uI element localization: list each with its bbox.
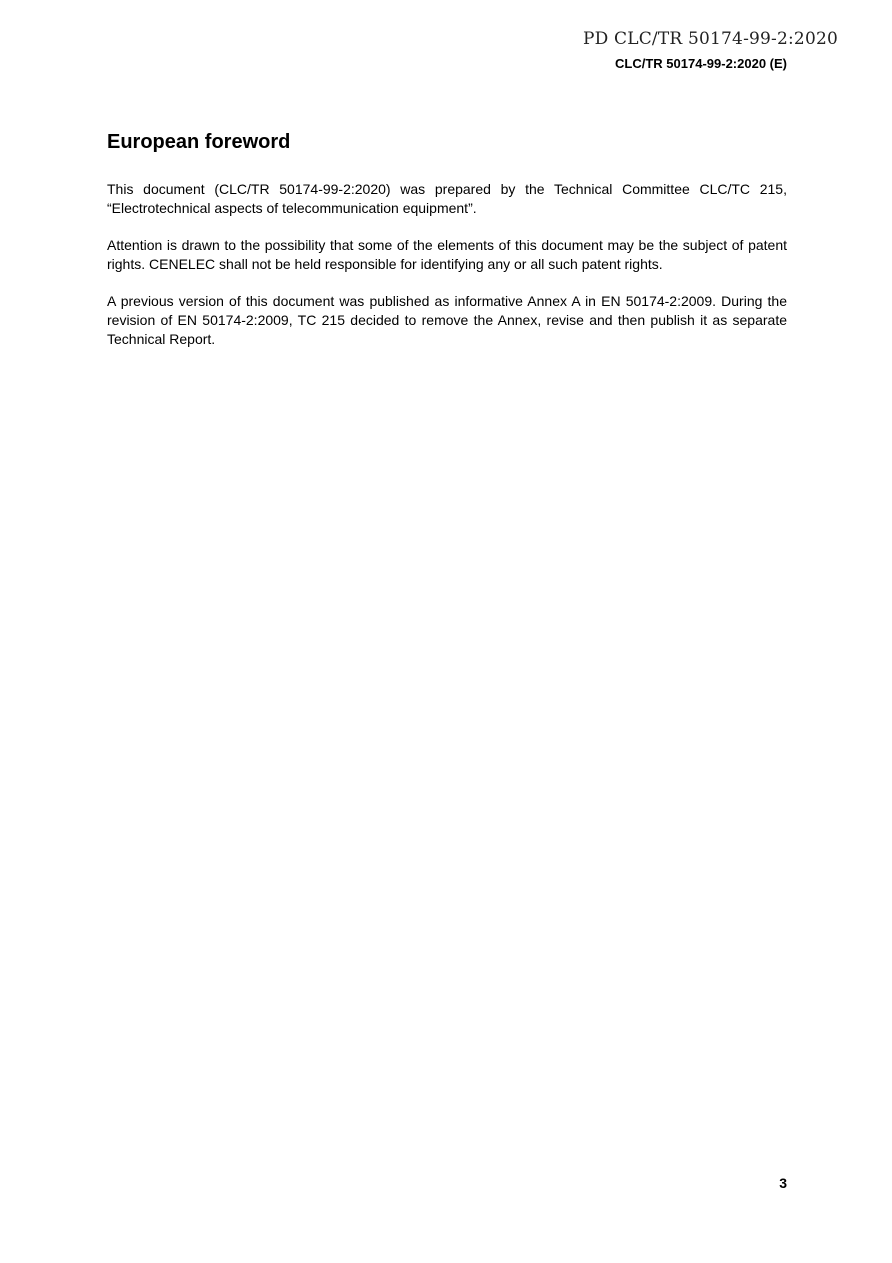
section-heading: European foreword: [107, 131, 291, 153]
page-identifier: PD CLC/TR 50174-99-2:2020: [582, 29, 838, 49]
page-number: 3: [779, 1175, 787, 1191]
document-reference: CLC/TR 50174-99-2:2020 (E): [615, 56, 787, 71]
foreword-section: [107, 128, 787, 367]
paragraph-preparation: This document (CLC/TR 50174-99-2:2020) was prepared by the Technical Committee CLC/TC 215, “Electrotechnical aspects of telecommunication equipment”.: [107, 181, 787, 216]
paragraph-patent-rights: Attention is drawn to the possibility that some of the elements of this document may be the subject of patent rights. CENELEC shall not be held responsible for identifying any or all such patent rights.: [107, 237, 787, 272]
paragraph-previous-version: A previous version of this document was published as informative Annex A in EN 50174-2:2009. During the revision of EN 50174-2:2009, TC 215 decided to remove the Annex, revise and then publish it as separate Technical Report.: [107, 293, 787, 347]
